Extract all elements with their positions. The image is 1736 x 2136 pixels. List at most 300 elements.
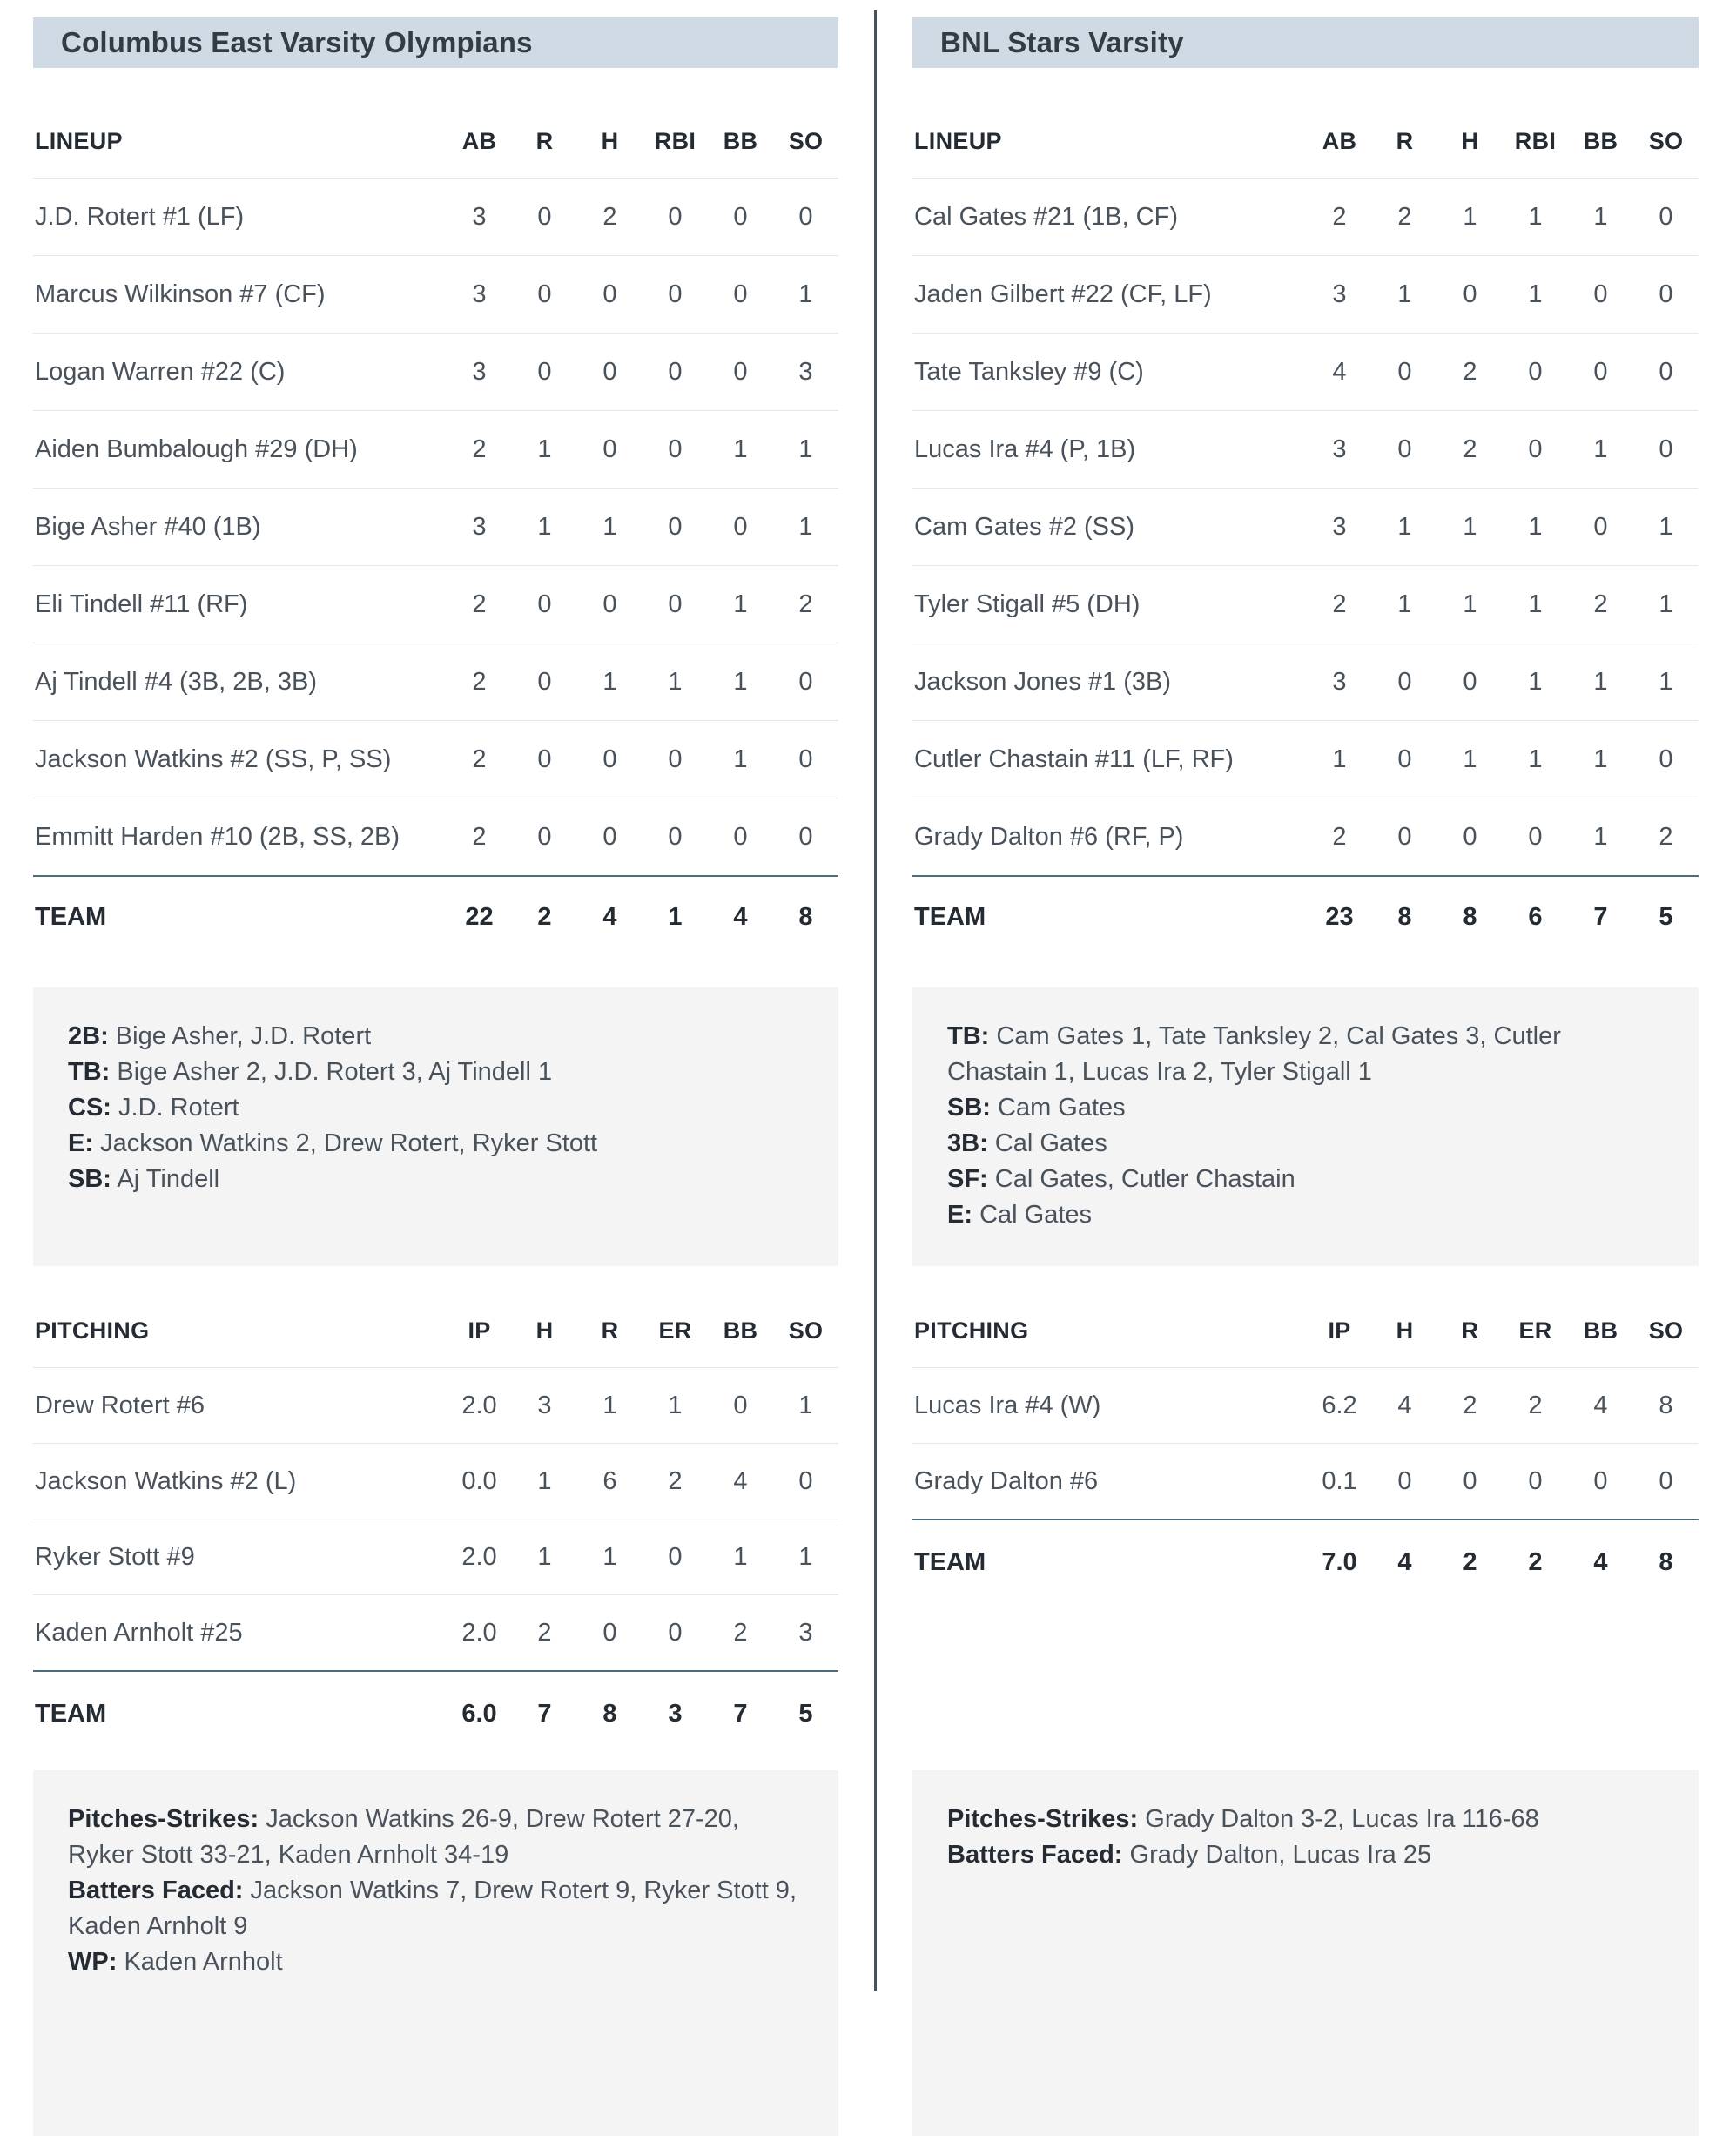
stat-bb: 0 [733, 202, 748, 231]
note-label: SF: [947, 1165, 988, 1193]
player-name: Jaden Gilbert #22 (CF, LF) [914, 280, 1212, 308]
stat-bb: 1 [733, 590, 748, 618]
lineup-row [912, 489, 1699, 566]
team-stat-ab: 23 [1325, 902, 1354, 931]
stat-so: 1 [1659, 590, 1673, 618]
stat-er: 2 [668, 1466, 683, 1495]
stat-so: 0 [798, 667, 813, 696]
stat-h: 2 [1463, 435, 1477, 463]
team-stat-ip: 6.0 [461, 1699, 497, 1728]
stat-ab: 3 [472, 357, 487, 386]
note-label: Batters Faced: [947, 1841, 1123, 1869]
stat-h: 0 [602, 745, 617, 773]
note-line [68, 1873, 804, 1944]
lineup-label: LINEUP [914, 127, 1002, 154]
stat-h: 0 [1463, 822, 1477, 851]
stat-er: 0 [668, 1542, 683, 1571]
col-header-ab: AB [1322, 127, 1357, 154]
team-row-label: TEAM [914, 902, 986, 931]
stat-ab: 3 [1332, 512, 1347, 541]
player-name: Jackson Jones #1 (3B) [914, 667, 1171, 696]
player-name: Emmitt Harden #10 (2B, SS, 2B) [35, 822, 400, 851]
stat-h: 1 [602, 667, 617, 696]
stat-so: 0 [1659, 1466, 1673, 1495]
team-stat-ab: 22 [465, 902, 494, 931]
lineup-row [33, 721, 838, 798]
note-text: Cal Gates [994, 1129, 1107, 1157]
note-line [68, 1162, 804, 1197]
stat-so: 0 [1659, 745, 1673, 773]
stat-so: 1 [798, 435, 813, 463]
stat-r: 1 [537, 512, 552, 541]
team-stat-rbi: 6 [1528, 902, 1543, 931]
col-header-bb: BB [723, 1317, 758, 1344]
pitching-table [912, 1294, 1699, 1604]
stat-h: 1 [602, 512, 617, 541]
stat-bb: 1 [1593, 745, 1608, 773]
team-stat-er: 3 [668, 1699, 683, 1728]
pitching-row [33, 1444, 838, 1519]
note-text: Jackson Watkins 7, Drew Rotert 9, Ryker Stott 9, Kaden Arnholt 9 [68, 1877, 797, 1940]
stat-rbi: 0 [668, 202, 683, 231]
team-stat-er: 2 [1528, 1547, 1543, 1576]
note-text: Jackson Watkins 2, Drew Rotert, Ryker Stott [100, 1129, 598, 1157]
col-header-so: SO [1648, 1317, 1684, 1344]
stat-so: 1 [1659, 667, 1673, 696]
col-header-ip: IP [468, 1317, 491, 1344]
stat-ip: 2.0 [461, 1542, 497, 1571]
lineup-row [912, 721, 1699, 798]
col-header-bb: BB [1583, 127, 1618, 154]
stat-r: 1 [1397, 280, 1412, 308]
stat-rbi: 0 [1528, 822, 1543, 851]
team-stat-r: 2 [537, 902, 552, 931]
note-line [68, 1944, 804, 1980]
lineup-row [912, 256, 1699, 334]
stat-bb: 0 [1593, 280, 1608, 308]
player-name: Cam Gates #2 (SS) [914, 512, 1135, 541]
note-text: Kaden Arnholt [124, 1948, 283, 1976]
col-header-h: H [535, 1317, 554, 1344]
note-label: TB: [68, 1058, 111, 1086]
stat-so: 0 [1659, 202, 1673, 231]
stat-ip: 2.0 [461, 1391, 497, 1419]
stat-bb: 2 [1593, 590, 1608, 618]
stat-h: 2 [537, 1618, 552, 1647]
stat-h: 3 [537, 1391, 552, 1419]
pitching-team-row [912, 1519, 1699, 1604]
col-header-h: H [601, 127, 619, 154]
note-line [947, 1837, 1664, 1873]
col-header-er: ER [1518, 1317, 1552, 1344]
pitching-row [912, 1444, 1699, 1520]
lineup-row [33, 643, 838, 721]
player-name: Logan Warren #22 (C) [35, 357, 286, 386]
player-name: Cal Gates #21 (1B, CF) [914, 202, 1178, 231]
stat-rbi: 0 [668, 590, 683, 618]
stat-bb: 1 [1593, 667, 1608, 696]
stat-r: 1 [537, 435, 552, 463]
team-column-left [33, 0, 838, 1991]
lineup-row [33, 179, 838, 256]
lineup-row [33, 411, 838, 489]
stat-rbi: 1 [1528, 745, 1543, 773]
stat-so: 3 [798, 357, 813, 386]
stat-bb: 1 [733, 1542, 748, 1571]
note-text: Cam Gates 1, Tate Tanksley 2, Cal Gates 3, Cutler Chastain 1, Lucas Ira 2, Tyler Stigall 1 [947, 1022, 1561, 1086]
stat-ab: 3 [1332, 667, 1347, 696]
stat-h: 2 [1463, 357, 1477, 386]
pitcher-name: Ryker Stott #9 [35, 1542, 195, 1571]
team-stat-h: 8 [1463, 902, 1477, 931]
stat-r: 0 [537, 357, 552, 386]
col-header-r: R [601, 1317, 619, 1344]
stat-rbi: 0 [1528, 435, 1543, 463]
note-line [68, 1126, 804, 1162]
stat-r: 0 [537, 745, 552, 773]
note-line [947, 1019, 1664, 1090]
stat-ab: 3 [472, 512, 487, 541]
col-header-r: R [535, 127, 554, 154]
stat-h: 1 [537, 1542, 552, 1571]
pitching-notes [33, 1770, 838, 2136]
stat-so: 1 [798, 1542, 813, 1571]
note-text: Cal Gates [979, 1201, 1093, 1229]
lineup-row [33, 256, 838, 334]
stat-r: 2 [1463, 1391, 1477, 1419]
pitching-label: PITCHING [35, 1317, 150, 1344]
team-stat-h: 7 [537, 1699, 552, 1728]
note-label: SB: [68, 1165, 111, 1193]
stat-so: 0 [798, 822, 813, 851]
stat-h: 0 [1397, 1466, 1412, 1495]
player-name: Aj Tindell #4 (3B, 2B, 3B) [35, 667, 317, 696]
stat-rbi: 1 [1528, 590, 1543, 618]
note-line [68, 1019, 804, 1055]
stat-ab: 2 [472, 590, 487, 618]
stat-so: 0 [798, 1466, 813, 1495]
stat-r: 0 [537, 822, 552, 851]
column-divider [874, 10, 877, 1991]
stat-ab: 2 [472, 745, 487, 773]
stat-so: 1 [798, 1391, 813, 1419]
note-line [68, 1090, 804, 1126]
stat-rbi: 1 [1528, 280, 1543, 308]
pitching-row [33, 1368, 838, 1444]
note-text: J.D. Rotert [118, 1094, 239, 1122]
col-header-ip: IP [1328, 1317, 1351, 1344]
lineup-row [912, 411, 1699, 489]
team-stat-so: 8 [798, 902, 813, 931]
note-line [947, 1802, 1664, 1837]
pitcher-name: Lucas Ira #4 (W) [914, 1391, 1101, 1419]
note-text: Aj Tindell [117, 1165, 220, 1193]
stat-er: 0 [668, 1618, 683, 1647]
lineup-team-row [912, 876, 1699, 957]
stat-ip: 0.1 [1322, 1466, 1357, 1495]
stat-bb: 0 [733, 357, 748, 386]
col-header-so: SO [788, 127, 824, 154]
lineup-row [912, 798, 1699, 877]
col-header-h: H [1461, 127, 1479, 154]
stat-bb: 1 [1593, 435, 1608, 463]
player-name: Tyler Stigall #5 (DH) [914, 590, 1141, 618]
pitcher-name: Jackson Watkins #2 (L) [35, 1466, 297, 1495]
note-text: Cal Gates, Cutler Chastain [994, 1165, 1295, 1193]
lineup-label: LINEUP [35, 127, 123, 154]
stat-r: 1 [602, 1391, 617, 1419]
stat-ab: 3 [472, 280, 487, 308]
team-name: BNL Stars Varsity [940, 26, 1184, 58]
player-name: J.D. Rotert #1 (LF) [35, 202, 245, 231]
player-name: Bige Asher #40 (1B) [35, 512, 261, 541]
stat-ab: 1 [1332, 745, 1347, 773]
team-stat-bb: 7 [1593, 902, 1608, 931]
batting-notes [912, 987, 1699, 1266]
stat-ab: 4 [1332, 357, 1347, 386]
lineup-header-row [912, 104, 1699, 179]
lineup-team-row [33, 876, 838, 957]
stat-r: 0 [1397, 435, 1412, 463]
stat-ab: 2 [1332, 590, 1347, 618]
stat-ab: 2 [1332, 202, 1347, 231]
col-header-ab: AB [461, 127, 497, 154]
col-header-er: ER [658, 1317, 692, 1344]
stat-bb: 1 [1593, 202, 1608, 231]
lineup-row [912, 566, 1699, 643]
stat-bb: 1 [733, 435, 748, 463]
stat-ab: 3 [472, 202, 487, 231]
stat-h: 0 [1463, 667, 1477, 696]
stat-ab: 3 [1332, 280, 1347, 308]
lineup-table [912, 104, 1699, 957]
col-header-so: SO [1648, 127, 1684, 154]
stat-so: 8 [1659, 1391, 1673, 1419]
team-row-label: TEAM [35, 902, 107, 931]
stat-r: 0 [1397, 357, 1412, 386]
stat-r: 0 [1463, 1466, 1477, 1495]
player-name: Tate Tanksley #9 (C) [914, 357, 1144, 386]
team-name: Columbus East Varsity Olympians [61, 26, 533, 58]
lineup-row [912, 334, 1699, 411]
lineup-header-row [33, 104, 838, 179]
note-line [947, 1126, 1664, 1162]
stat-rbi: 0 [668, 745, 683, 773]
stat-h: 0 [602, 590, 617, 618]
note-label: TB: [947, 1022, 990, 1050]
stat-bb: 0 [733, 512, 748, 541]
lineup-row [912, 179, 1699, 256]
note-line [947, 1197, 1664, 1233]
stat-so: 2 [798, 590, 813, 618]
stat-ip: 0.0 [461, 1466, 497, 1495]
stat-h: 0 [602, 280, 617, 308]
team-column-right [912, 0, 1699, 1991]
team-stat-bb: 4 [733, 902, 748, 931]
note-text: Grady Dalton, Lucas Ira 25 [1129, 1841, 1432, 1869]
note-label: 3B: [947, 1129, 988, 1157]
col-header-so: SO [788, 1317, 824, 1344]
col-header-r: R [1396, 127, 1414, 154]
stat-so: 1 [798, 280, 813, 308]
stat-rbi: 0 [668, 435, 683, 463]
col-header-r: R [1461, 1317, 1479, 1344]
stat-bb: 1 [733, 667, 748, 696]
stat-so: 1 [1659, 512, 1673, 541]
note-text: Bige Asher, J.D. Rotert [115, 1022, 372, 1050]
stat-bb: 1 [1593, 822, 1608, 851]
stat-r: 1 [602, 1542, 617, 1571]
pitcher-name: Grady Dalton #6 [914, 1466, 1099, 1495]
stat-rbi: 1 [668, 667, 683, 696]
stat-so: 0 [1659, 357, 1673, 386]
team-stat-r: 8 [602, 1699, 617, 1728]
pitching-header-row [33, 1294, 838, 1368]
col-header-bb: BB [723, 127, 758, 154]
stat-rbi: 0 [668, 822, 683, 851]
team-header [912, 17, 1699, 68]
stat-so: 0 [1659, 280, 1673, 308]
pitching-label: PITCHING [914, 1317, 1029, 1344]
stat-ip: 6.2 [1322, 1391, 1357, 1419]
stat-h: 1 [537, 1466, 552, 1495]
note-label: 2B: [68, 1022, 109, 1050]
pitching-table [33, 1294, 838, 1755]
player-name: Aiden Bumbalough #29 (DH) [35, 435, 358, 463]
stat-h: 1 [1463, 512, 1477, 541]
note-line [947, 1162, 1664, 1197]
stat-r: 2 [1397, 202, 1412, 231]
stat-r: 0 [537, 280, 552, 308]
stat-h: 2 [602, 202, 617, 231]
stat-bb: 0 [1593, 512, 1608, 541]
stat-rbi: 1 [1528, 512, 1543, 541]
team-row-label: TEAM [914, 1547, 986, 1576]
note-line [68, 1802, 804, 1873]
stat-so: 0 [798, 745, 813, 773]
stat-so: 2 [1659, 822, 1673, 851]
stat-so: 3 [798, 1618, 813, 1647]
note-label: E: [68, 1129, 93, 1157]
stat-bb: 1 [733, 745, 748, 773]
stat-bb: 0 [733, 822, 748, 851]
player-name: Cutler Chastain #11 (LF, RF) [914, 745, 1234, 773]
player-name: Eli Tindell #11 (RF) [35, 590, 248, 618]
col-header-rbi: RBI [654, 127, 696, 154]
stat-h: 0 [602, 435, 617, 463]
stat-rbi: 1 [1528, 667, 1543, 696]
team-stat-so: 5 [1659, 902, 1673, 931]
lineup-row [33, 489, 838, 566]
team-stat-so: 5 [798, 1699, 813, 1728]
note-text: Grady Dalton 3-2, Lucas Ira 116-68 [1145, 1805, 1539, 1833]
stat-bb: 2 [733, 1618, 748, 1647]
team-stat-h: 4 [602, 902, 617, 931]
col-header-h: H [1396, 1317, 1414, 1344]
team-stat-rbi: 1 [668, 902, 683, 931]
stat-ip: 2.0 [461, 1618, 497, 1647]
stat-ab: 2 [472, 435, 487, 463]
team-row-label: TEAM [35, 1699, 107, 1728]
stat-rbi: 0 [668, 280, 683, 308]
note-label: Batters Faced: [68, 1877, 244, 1904]
stat-bb: 0 [1593, 1466, 1608, 1495]
team-stat-bb: 7 [733, 1699, 748, 1728]
stat-er: 1 [668, 1391, 683, 1419]
stat-r: 0 [1397, 667, 1412, 696]
stat-h: 0 [602, 357, 617, 386]
team-stat-bb: 4 [1593, 1547, 1608, 1576]
stat-er: 0 [1528, 1466, 1543, 1495]
stat-r: 0 [537, 202, 552, 231]
stat-h: 1 [1463, 590, 1477, 618]
pitcher-name: Drew Rotert #6 [35, 1391, 205, 1419]
stat-bb: 4 [733, 1466, 748, 1495]
note-text: Bige Asher 2, J.D. Rotert 3, Aj Tindell 1 [117, 1058, 553, 1086]
stat-so: 0 [1659, 435, 1673, 463]
stat-so: 0 [798, 202, 813, 231]
lineup-row [33, 566, 838, 643]
stat-h: 1 [1463, 202, 1477, 231]
stat-rbi: 0 [1528, 357, 1543, 386]
stat-r: 0 [602, 1618, 617, 1647]
batting-notes [33, 987, 838, 1266]
stat-rbi: 0 [668, 512, 683, 541]
stat-ab: 2 [1332, 822, 1347, 851]
stat-bb: 4 [1593, 1391, 1608, 1419]
pitching-team-row [33, 1671, 838, 1755]
col-header-bb: BB [1583, 1317, 1618, 1344]
player-name: Jackson Watkins #2 (SS, P, SS) [35, 745, 392, 773]
pitcher-name: Kaden Arnholt #25 [35, 1618, 243, 1647]
stat-h: 0 [602, 822, 617, 851]
note-label: CS: [68, 1094, 111, 1122]
stat-h: 0 [1463, 280, 1477, 308]
player-name: Lucas Ira #4 (P, 1B) [914, 435, 1136, 463]
note-text: Jackson Watkins 26-9, Drew Rotert 27-20, Ryker Stott 33-21, Kaden Arnholt 34-19 [68, 1805, 739, 1869]
note-line [947, 1090, 1664, 1126]
team-header [33, 17, 838, 68]
player-name: Grady Dalton #6 (RF, P) [914, 822, 1184, 851]
stat-ab: 2 [472, 667, 487, 696]
note-label: Pitches-Strikes: [947, 1805, 1139, 1833]
lineup-row [33, 798, 838, 877]
lineup-row [912, 643, 1699, 721]
stat-h: 4 [1397, 1391, 1412, 1419]
team-stat-ip: 7.0 [1322, 1547, 1357, 1576]
note-line [68, 1055, 804, 1090]
stat-so: 1 [798, 512, 813, 541]
stat-r: 1 [1397, 512, 1412, 541]
stat-bb: 0 [733, 1391, 748, 1419]
pitching-notes [912, 1770, 1699, 2136]
col-header-rbi: RBI [1514, 127, 1557, 154]
note-label: E: [947, 1201, 972, 1229]
stat-bb: 0 [733, 280, 748, 308]
stat-ab: 3 [1332, 435, 1347, 463]
pitching-row [33, 1519, 838, 1595]
pitching-row [33, 1595, 838, 1672]
stat-rbi: 0 [668, 357, 683, 386]
note-label: Pitches-Strikes: [68, 1805, 259, 1833]
pitching-header-row [912, 1294, 1699, 1368]
stat-r: 0 [537, 667, 552, 696]
player-name: Marcus Wilkinson #7 (CF) [35, 280, 326, 308]
team-stat-h: 4 [1397, 1547, 1412, 1576]
team-stat-so: 8 [1659, 1547, 1673, 1576]
lineup-row [33, 334, 838, 411]
stat-h: 1 [1463, 745, 1477, 773]
